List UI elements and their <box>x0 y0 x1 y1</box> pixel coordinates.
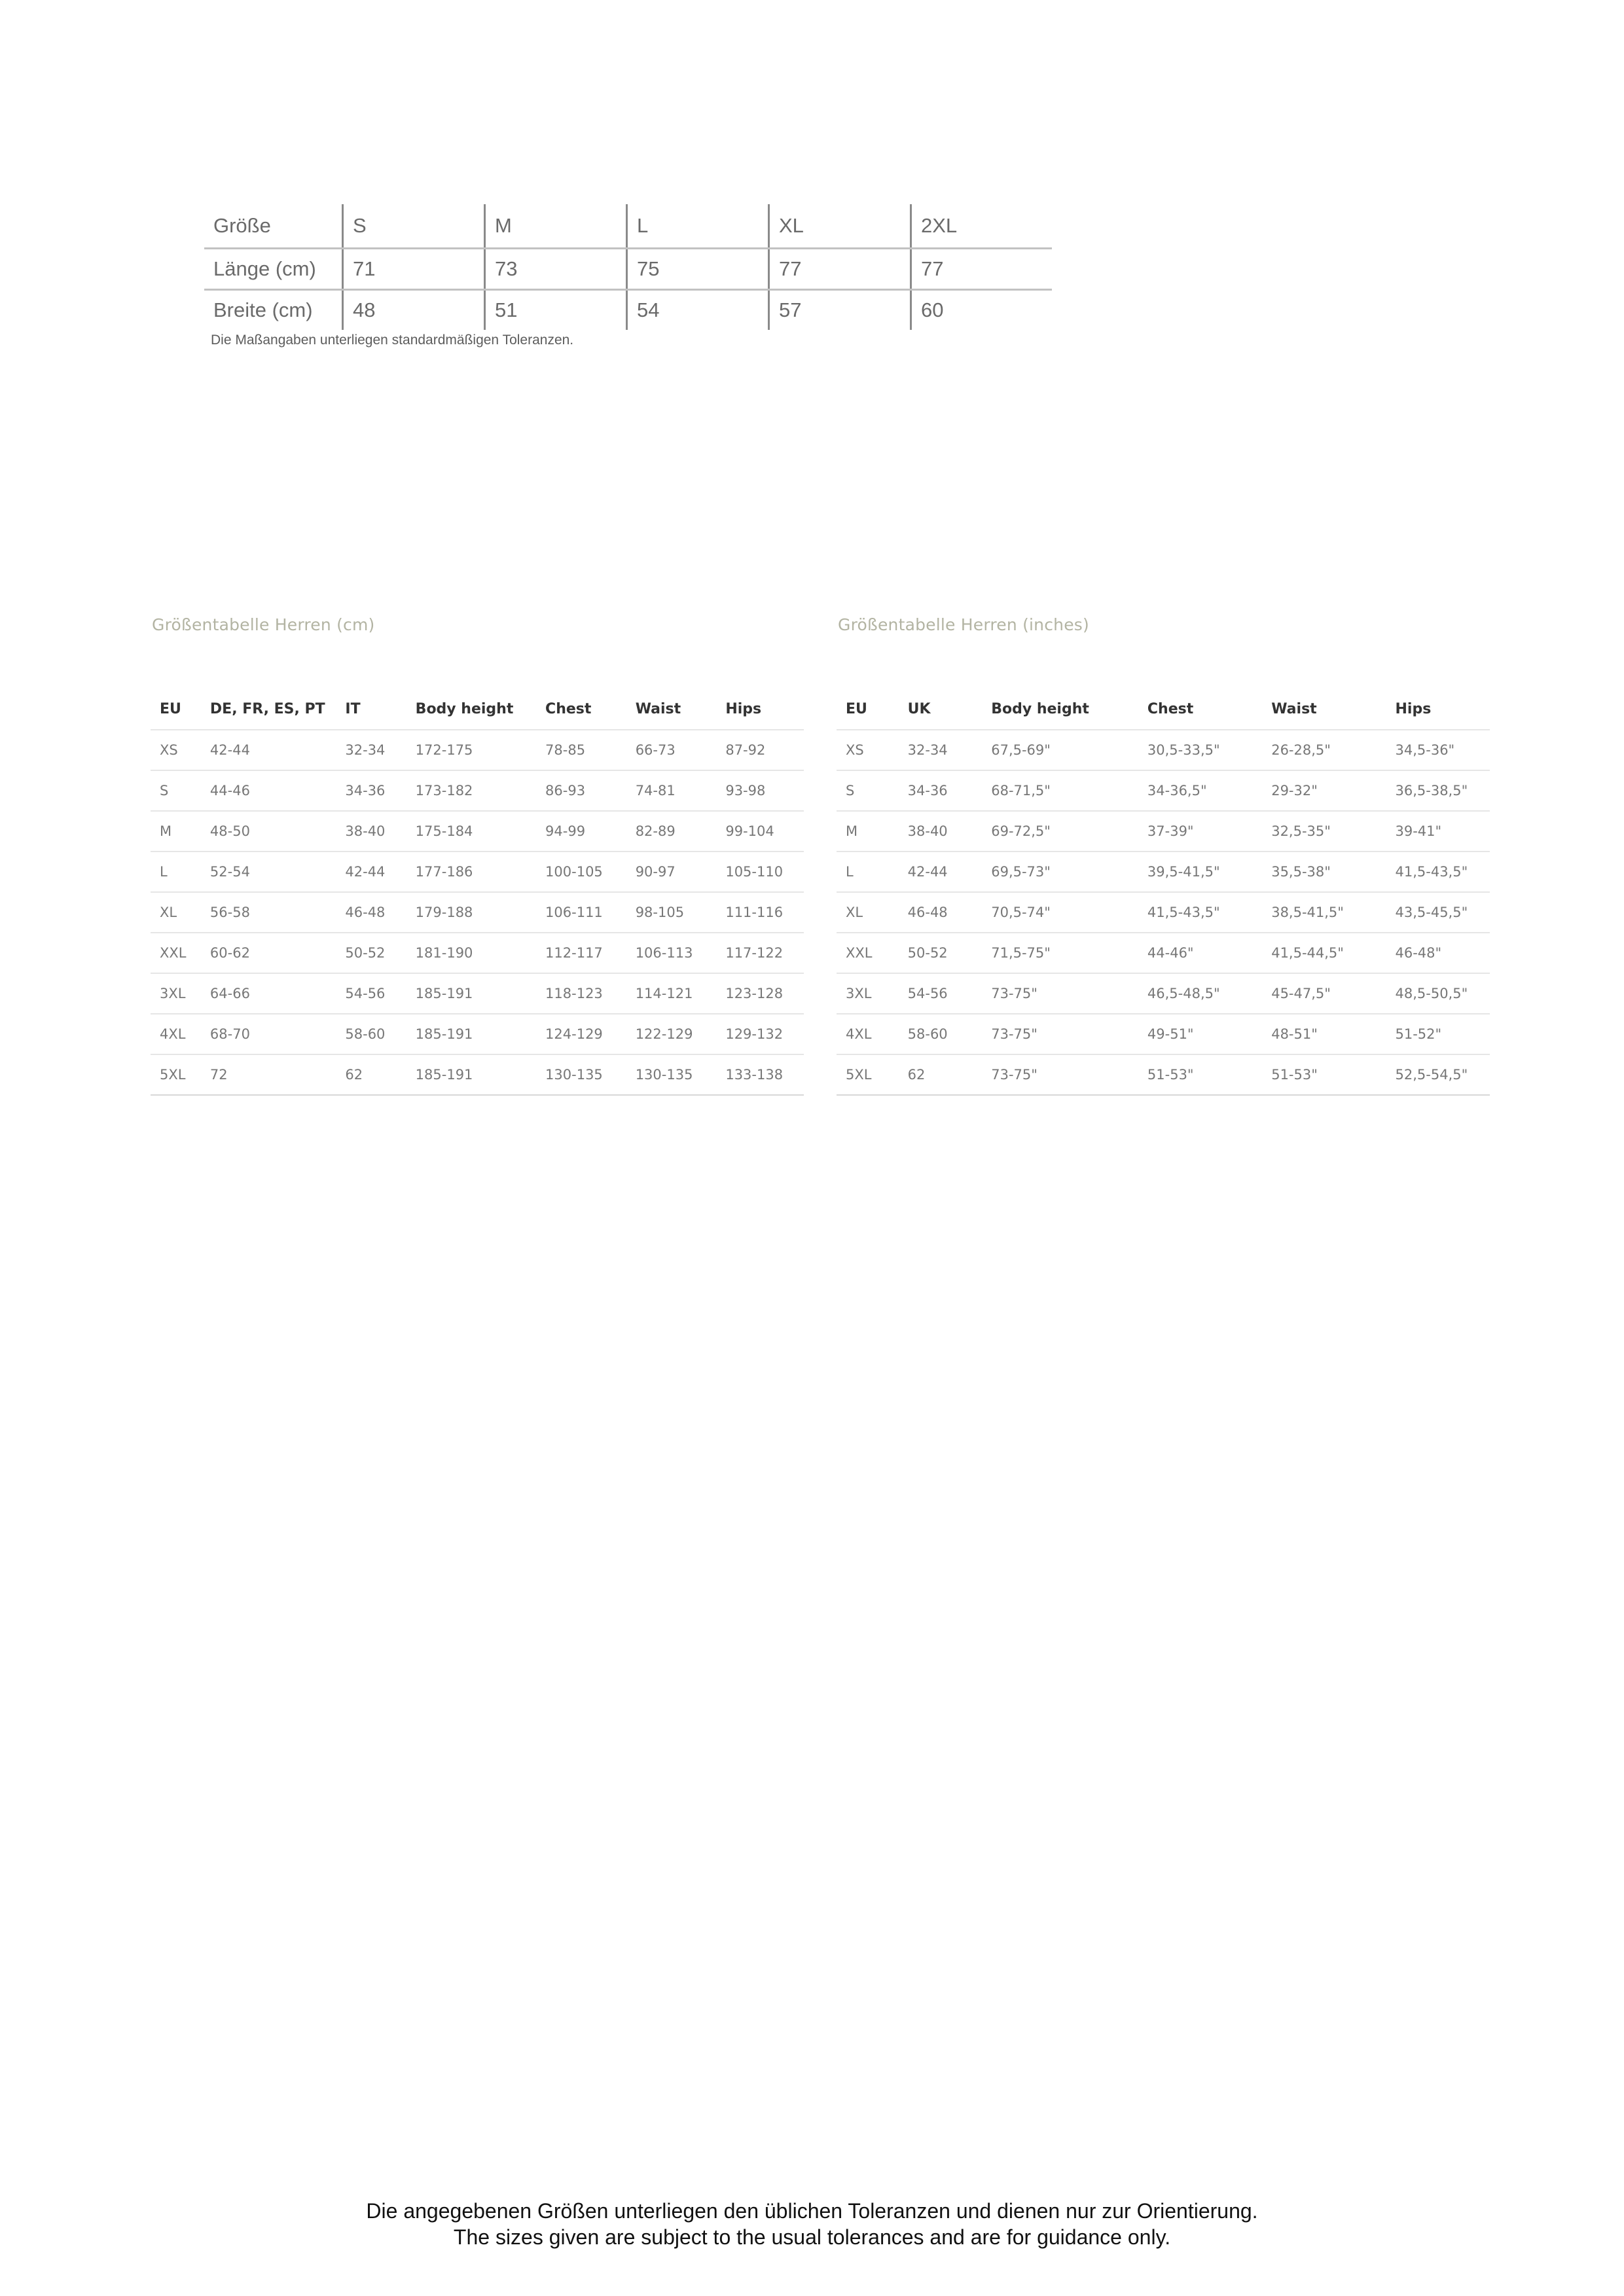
table-row <box>151 770 804 811</box>
table-row <box>151 730 804 770</box>
table-cell: 69-72,5" <box>982 811 1138 852</box>
garment-cell: 77 <box>911 249 1053 290</box>
table-cell: 5XL <box>151 1054 201 1095</box>
table-cell: 41,5-44,5" <box>1262 933 1386 973</box>
table-cell: 69,5-73" <box>982 852 1138 892</box>
table-cell: 3XL <box>151 973 201 1014</box>
table-cell: 73-75" <box>982 1014 1138 1054</box>
table-cell: 30,5-33,5" <box>1138 730 1262 770</box>
table-cell: 60-62 <box>201 933 336 973</box>
table-cell: 129-132 <box>716 1014 804 1054</box>
table-cell: 93-98 <box>716 770 804 811</box>
column-header: IT <box>336 689 406 730</box>
table-row <box>837 892 1490 933</box>
garment-cell: 75 <box>627 249 769 290</box>
table-cell: 106-111 <box>536 892 626 933</box>
table-row <box>151 1054 804 1095</box>
table-cell: 123-128 <box>716 973 804 1014</box>
table-cell: 100-105 <box>536 852 626 892</box>
table-cell: 72 <box>201 1054 336 1095</box>
column-header: UK <box>899 689 983 730</box>
table-cell: 172-175 <box>406 730 536 770</box>
table-cell: XL <box>837 892 899 933</box>
column-header: Body height <box>982 689 1138 730</box>
table-cell: 46-48 <box>336 892 406 933</box>
size-chart-inches <box>837 689 1490 1096</box>
garment-cell: 51 <box>485 290 627 331</box>
garment-cell: 60 <box>911 290 1053 331</box>
garment-cell: 77 <box>769 249 911 290</box>
table-cell: 86-93 <box>536 770 626 811</box>
table-row <box>837 1014 1490 1054</box>
table-cell: 73-75" <box>982 1054 1138 1095</box>
table-cell: 46,5-48,5" <box>1138 973 1262 1014</box>
table-cell: 48,5-50,5" <box>1386 973 1490 1014</box>
table-row <box>837 811 1490 852</box>
footer-line-de: Die angegebenen Größen unterliegen den üblichen Toleranzen und dienen nur zur Orientierung. <box>366 2199 1258 2223</box>
table-cell: XS <box>151 730 201 770</box>
column-header: Chest <box>1138 689 1262 730</box>
table-cell: 62 <box>899 1054 983 1095</box>
table-row <box>151 811 804 852</box>
table-row <box>837 933 1490 973</box>
table-cell: 39,5-41,5" <box>1138 852 1262 892</box>
table-cell: XL <box>151 892 201 933</box>
table-cell: 54-56 <box>899 973 983 1014</box>
table-row <box>837 1054 1490 1095</box>
garment-header-size: S <box>343 204 485 249</box>
table-cell: 34,5-36" <box>1386 730 1490 770</box>
table-cell: 38-40 <box>899 811 983 852</box>
garment-cell: 48 <box>343 290 485 331</box>
table-row <box>151 933 804 973</box>
footer-line-en: The sizes given are subject to the usual tolerances and are for guidance only. <box>453 2225 1171 2249</box>
table-cell: 133-138 <box>716 1054 804 1095</box>
table-cell: 50-52 <box>336 933 406 973</box>
table-cell: XS <box>837 730 899 770</box>
table-cell: 78-85 <box>536 730 626 770</box>
column-header: Chest <box>536 689 626 730</box>
table-cell: 39-41" <box>1386 811 1490 852</box>
table-cell: 71,5-75" <box>982 933 1138 973</box>
table-cell: 52-54 <box>201 852 336 892</box>
table-cell: 66-73 <box>626 730 717 770</box>
table-cell: 179-188 <box>406 892 536 933</box>
garment-cell: 71 <box>343 249 485 290</box>
garment-cell: 54 <box>627 290 769 331</box>
table-cell: 98-105 <box>626 892 717 933</box>
table-cell: S <box>837 770 899 811</box>
table-cell: 114-121 <box>626 973 717 1014</box>
column-header: Body height <box>406 689 536 730</box>
table-cell: 41,5-43,5" <box>1138 892 1262 933</box>
table-cell: 36,5-38,5" <box>1386 770 1490 811</box>
table-cell: 64-66 <box>201 973 336 1014</box>
footer-disclaimer <box>0 2198 1624 2250</box>
table-cell: 94-99 <box>536 811 626 852</box>
table-cell: M <box>837 811 899 852</box>
table-cell: 58-60 <box>336 1014 406 1054</box>
table-cell: 185-191 <box>406 973 536 1014</box>
garment-header-label: Größe <box>204 204 343 249</box>
table-cell: S <box>151 770 201 811</box>
table-cell: 181-190 <box>406 933 536 973</box>
table-cell: 49-51" <box>1138 1014 1262 1054</box>
table-cell: 56-58 <box>201 892 336 933</box>
size-chart-cm <box>151 689 804 1096</box>
table-cell: 45-47,5" <box>1262 973 1386 1014</box>
table-cell: 130-135 <box>536 1054 626 1095</box>
table-cell: 5XL <box>837 1054 899 1095</box>
table-cell: 32,5-35" <box>1262 811 1386 852</box>
table-cell: 43,5-45,5" <box>1386 892 1490 933</box>
table-cell: 34-36,5" <box>1138 770 1262 811</box>
table-cell: 87-92 <box>716 730 804 770</box>
table-cell: 42-44 <box>899 852 983 892</box>
size-chart-cm-title: Größentabelle Herren (cm) <box>152 615 375 634</box>
column-header: Hips <box>716 689 804 730</box>
table-row <box>837 852 1490 892</box>
table-cell: XXL <box>837 933 899 973</box>
table-cell: 42-44 <box>201 730 336 770</box>
table-cell: M <box>151 811 201 852</box>
table-cell: 73-75" <box>982 973 1138 1014</box>
table-header-row <box>151 689 804 730</box>
table-cell: 68-71,5" <box>982 770 1138 811</box>
table-cell: 122-129 <box>626 1014 717 1054</box>
column-header: EU <box>837 689 899 730</box>
table-cell: 124-129 <box>536 1014 626 1054</box>
table-cell: L <box>151 852 201 892</box>
table-cell: 51-53" <box>1138 1054 1262 1095</box>
table-cell: 177-186 <box>406 852 536 892</box>
table-cell: 50-52 <box>899 933 983 973</box>
table-row <box>837 770 1490 811</box>
table-cell: 51-53" <box>1262 1054 1386 1095</box>
table-cell: 3XL <box>837 973 899 1014</box>
table-cell: 74-81 <box>626 770 717 811</box>
table-cell: 26-28,5" <box>1262 730 1386 770</box>
table-cell: 51-52" <box>1386 1014 1490 1054</box>
table-cell: 68-70 <box>201 1014 336 1054</box>
garment-row <box>204 249 1052 290</box>
table-cell: 34-36 <box>336 770 406 811</box>
table-row <box>837 973 1490 1014</box>
table-cell: 90-97 <box>626 852 717 892</box>
table-cell: 99-104 <box>716 811 804 852</box>
table-cell: XXL <box>151 933 201 973</box>
table-cell: 82-89 <box>626 811 717 852</box>
table-cell: 4XL <box>837 1014 899 1054</box>
table-cell: 130-135 <box>626 1054 717 1095</box>
garment-row-label: Breite (cm) <box>213 298 313 321</box>
table-cell: 44-46" <box>1138 933 1262 973</box>
table-cell: 38,5-41,5" <box>1262 892 1386 933</box>
table-header-row <box>837 689 1490 730</box>
garment-measurement-table <box>204 204 1052 348</box>
table-cell: 46-48 <box>899 892 983 933</box>
table-cell: 118-123 <box>536 973 626 1014</box>
table-cell: 185-191 <box>406 1054 536 1095</box>
table-row <box>837 730 1490 770</box>
column-header: Waist <box>626 689 717 730</box>
garment-header-size: M <box>485 204 627 249</box>
column-header: DE, FR, ES, PT <box>201 689 336 730</box>
table-cell: 34-36 <box>899 770 983 811</box>
table-row <box>151 892 804 933</box>
garment-header-size: 2XL <box>911 204 1053 249</box>
table-cell: 48-50 <box>201 811 336 852</box>
column-header: EU <box>151 689 201 730</box>
tolerance-note: Die Maßangaben unterliegen standardmäßigen Toleranzen. <box>211 332 574 348</box>
table-cell: 112-117 <box>536 933 626 973</box>
table-cell: 62 <box>336 1054 406 1095</box>
garment-row-label: Länge (cm) <box>204 249 343 290</box>
garment-cell: 57 <box>769 290 911 331</box>
garment-cell: 73 <box>485 249 627 290</box>
table-cell: 173-182 <box>406 770 536 811</box>
table-row <box>151 973 804 1014</box>
table-cell: 44-46 <box>201 770 336 811</box>
table-cell: 52,5-54,5" <box>1386 1054 1490 1095</box>
table-cell: 105-110 <box>716 852 804 892</box>
garment-row <box>204 290 1052 331</box>
table-cell: 29-32" <box>1262 770 1386 811</box>
garment-header-size: L <box>627 204 769 249</box>
table-cell: 32-34 <box>336 730 406 770</box>
table-row <box>151 1014 804 1054</box>
table-row <box>151 852 804 892</box>
table-cell: 185-191 <box>406 1014 536 1054</box>
column-header: Hips <box>1386 689 1490 730</box>
table-cell: 41,5-43,5" <box>1386 852 1490 892</box>
table-cell: 54-56 <box>336 973 406 1014</box>
table-cell: 32-34 <box>899 730 983 770</box>
table-cell: 106-113 <box>626 933 717 973</box>
table-cell: 4XL <box>151 1014 201 1054</box>
table-cell: 42-44 <box>336 852 406 892</box>
table-cell: 37-39" <box>1138 811 1262 852</box>
garment-header-row <box>204 204 1052 249</box>
table-cell: L <box>837 852 899 892</box>
table-cell: 35,5-38" <box>1262 852 1386 892</box>
size-chart-inches-title: Größentabelle Herren (inches) <box>838 615 1089 634</box>
table-cell: 67,5-69" <box>982 730 1138 770</box>
table-cell: 46-48" <box>1386 933 1490 973</box>
table-cell: 70,5-74" <box>982 892 1138 933</box>
table-cell: 38-40 <box>336 811 406 852</box>
table-cell: 48-51" <box>1262 1014 1386 1054</box>
table-cell: 58-60 <box>899 1014 983 1054</box>
table-cell: 175-184 <box>406 811 536 852</box>
table-cell: 117-122 <box>716 933 804 973</box>
column-header: Waist <box>1262 689 1386 730</box>
garment-header-size: XL <box>769 204 911 249</box>
table-cell: 111-116 <box>716 892 804 933</box>
